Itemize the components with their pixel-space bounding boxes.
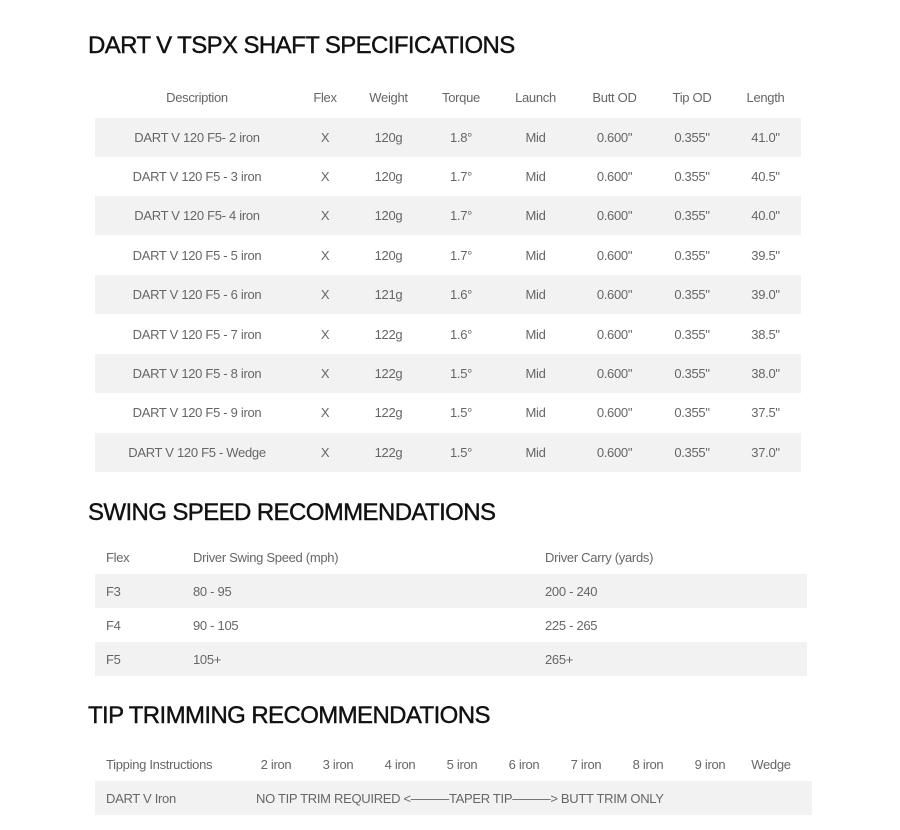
cell-butt-od: 0.600" (596, 405, 633, 420)
table-row (95, 433, 801, 472)
cell-launch: Mid (525, 208, 546, 223)
cell-flex: F4 (106, 617, 121, 633)
tip-trimming-title: TIP TRIMMING RECOMMENDATIONS (88, 702, 490, 729)
cell-flex: X (320, 208, 330, 223)
cell-flex: X (320, 405, 330, 420)
table-row (95, 196, 801, 235)
header-launch: Launch (515, 90, 556, 105)
table-row (95, 608, 807, 642)
cell-flex: X (320, 445, 330, 460)
cell-swing-speed: 80 - 95 (193, 583, 232, 599)
table-row (95, 574, 807, 608)
header-flex: Flex (106, 549, 130, 565)
cell-torque: 1.5° (449, 366, 473, 381)
cell-length: 38.5" (751, 327, 780, 342)
cell-weight: 122g (374, 366, 403, 381)
cell-trim-note: NO TIP TRIM REQUIRED <———TAPER TIP———> BUTT TRIM ONLY (256, 790, 664, 806)
table-row (95, 236, 801, 275)
cell-torque: 1.7° (449, 169, 473, 184)
table-row (95, 393, 801, 432)
header-wedge: Wedge (751, 756, 791, 772)
shaft-specs-title: DART V TSPX SHAFT SPECIFICATIONS (88, 32, 515, 59)
cell-length: 39.5" (751, 248, 780, 263)
cell-tip-od: 0.355" (674, 248, 710, 263)
cell-launch: Mid (525, 366, 546, 381)
cell-launch: Mid (525, 405, 546, 420)
table-header-row (95, 540, 807, 574)
cell-flex: F5 (106, 651, 121, 667)
cell-carry: 200 - 240 (545, 583, 598, 599)
cell-torque: 1.5° (449, 445, 473, 460)
cell-butt-od: 0.600" (596, 208, 633, 223)
cell-description: DART V 120 F5- 4 iron (134, 208, 260, 223)
header-7-iron: 7 iron (570, 756, 602, 772)
header-9-iron: 9 iron (694, 756, 726, 772)
cell-butt-od: 0.600" (596, 366, 633, 381)
cell-length: 40.0" (751, 208, 780, 223)
table-row (95, 157, 801, 196)
cell-tip-od: 0.355" (674, 169, 710, 184)
cell-flex: X (320, 287, 330, 302)
header-2-iron: 2 iron (260, 756, 292, 772)
cell-torque: 1.7° (449, 248, 473, 263)
cell-butt-od: 0.600" (596, 169, 633, 184)
cell-description: DART V 120 F5 - 3 iron (132, 169, 262, 184)
header-length: Length (746, 90, 785, 105)
header-butt-od: Butt OD (592, 90, 637, 105)
cell-description: DART V 120 F5 - 8 iron (132, 366, 262, 381)
cell-weight: 120g (374, 130, 403, 145)
header-tipping-instructions: Tipping Instructions (106, 756, 213, 772)
header-weight: Weight (369, 90, 408, 105)
cell-tip-od: 0.355" (674, 208, 710, 223)
cell-flex: X (320, 130, 330, 145)
header-flex: Flex (313, 90, 337, 105)
table-header-row (95, 747, 812, 781)
cell-description: DART V 120 F5 - 6 iron (132, 287, 262, 302)
cell-torque: 1.8° (449, 130, 473, 145)
cell-description: DART V 120 F5 - 9 iron (132, 405, 262, 420)
cell-torque: 1.5° (449, 405, 473, 420)
cell-torque: 1.6° (449, 287, 473, 302)
cell-carry: 225 - 265 (545, 617, 598, 633)
cell-butt-od: 0.600" (596, 327, 633, 342)
cell-weight: 122g (374, 327, 403, 342)
cell-weight: 122g (374, 405, 403, 420)
header-driver-carry: Driver Carry (yards) (545, 549, 654, 565)
cell-flex: X (320, 248, 330, 263)
header-driver-swing-speed: Driver Swing Speed (mph) (193, 549, 339, 565)
cell-length: 38.0" (751, 366, 780, 381)
cell-length: 40.5" (751, 169, 780, 184)
cell-flex: X (320, 327, 330, 342)
cell-length: 37.0" (751, 445, 780, 460)
header-3-iron: 3 iron (322, 756, 354, 772)
cell-weight: 121g (374, 287, 403, 302)
cell-tip-od: 0.355" (674, 130, 710, 145)
table-row (95, 315, 801, 354)
table-row (95, 642, 807, 676)
cell-length: 37.5" (751, 405, 780, 420)
cell-launch: Mid (525, 130, 546, 145)
cell-length: 41.0" (751, 130, 780, 145)
header-description: Description (166, 90, 228, 105)
cell-weight: 120g (374, 248, 403, 263)
cell-weight: 120g (374, 169, 403, 184)
cell-row-label: DART V Iron (106, 790, 176, 806)
table-row (95, 781, 812, 815)
table-row (95, 118, 801, 157)
cell-weight: 120g (374, 208, 403, 223)
cell-tip-od: 0.355" (674, 327, 710, 342)
cell-butt-od: 0.600" (596, 130, 633, 145)
header-torque: Torque (442, 90, 480, 105)
cell-launch: Mid (525, 169, 546, 184)
header-6-iron: 6 iron (508, 756, 540, 772)
table-header-row (95, 78, 801, 117)
cell-launch: Mid (525, 327, 546, 342)
cell-launch: Mid (525, 287, 546, 302)
cell-butt-od: 0.600" (596, 287, 633, 302)
cell-description: DART V 120 F5- 2 iron (134, 130, 260, 145)
cell-tip-od: 0.355" (674, 287, 710, 302)
cell-swing-speed: 105+ (193, 651, 222, 667)
cell-butt-od: 0.600" (596, 445, 633, 460)
header-tip-od: Tip OD (672, 90, 712, 105)
cell-tip-od: 0.355" (674, 445, 710, 460)
table-row (95, 275, 801, 314)
cell-butt-od: 0.600" (596, 248, 633, 263)
cell-description: DART V 120 F5 - 7 iron (132, 327, 262, 342)
cell-weight: 122g (374, 445, 403, 460)
cell-tip-od: 0.355" (674, 366, 710, 381)
cell-launch: Mid (525, 445, 546, 460)
cell-launch: Mid (525, 248, 546, 263)
cell-tip-od: 0.355" (674, 405, 710, 420)
header-5-iron: 5 iron (446, 756, 478, 772)
cell-flex: F3 (106, 583, 121, 599)
cell-flex: X (320, 366, 330, 381)
cell-description: DART V 120 F5 - Wedge (128, 445, 266, 460)
header-4-iron: 4 iron (384, 756, 416, 772)
swing-speed-title: SWING SPEED RECOMMENDATIONS (88, 499, 496, 526)
header-8-iron: 8 iron (632, 756, 664, 772)
table-row (95, 354, 801, 393)
cell-swing-speed: 90 - 105 (193, 617, 239, 633)
cell-length: 39.0" (751, 287, 780, 302)
cell-flex: X (320, 169, 330, 184)
cell-torque: 1.7° (449, 208, 473, 223)
cell-torque: 1.6° (449, 327, 473, 342)
cell-description: DART V 120 F5 - 5 iron (132, 248, 262, 263)
cell-carry: 265+ (545, 651, 574, 667)
